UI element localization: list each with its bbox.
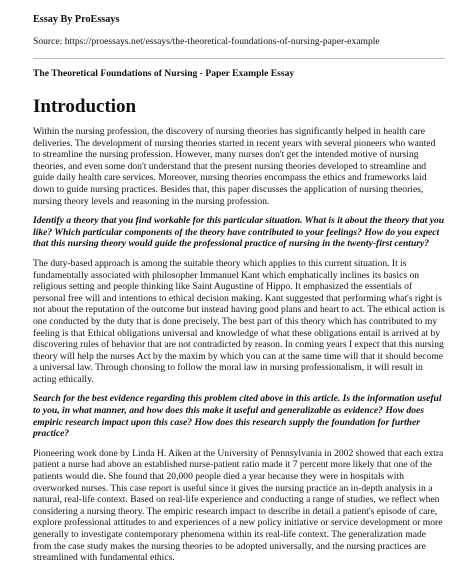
paragraph-3: Pioneering work done by Linda H. Aiken at the University of Pennsylvania in 2002 showed that each extra patient a nurse had above an established nurse-patient ratio made it 7 percent more likely that one of the patients would die. She found that 20,000 people died a year because they were in hospitals with overworked nurses. This case report is useful since it gives the nursing practice an in-depth analysis in a natural, real-life context. Based on real-life experience and conducting a range of studies, we reflect when considering a nursing theory. The empiric research impact to describe in detail a patient's episode of care, explore professional attitudes to and experiences of a new policy initiative or service development or more generally to investigate contemporary phenomena within its real-life context. The generalization made from the case study makes the nursing theories to be adopted universally, and the nursing practices are streamlined with fundamental ethics. (33, 447, 444, 564)
section-heading-introduction: Introduction (33, 96, 137, 117)
question-2: Search for the best evidence regarding this problem cited above in this article. Is the information useful to you, in what manner, and how does this make it useful and generalizable as evidence? How does empiric research impact upon this case? How does this research supply the foundation for further practice? (33, 393, 442, 440)
question-1: Identify a theory that you find workable for this particular situation. What is it about the theory that you like? Which particular components of the theory have contributed to your feelings? How do you expect that this nursing theory would guide the professional practice of nursing in the twenty-first century? (33, 215, 445, 250)
site-name: Essay By ProEssays (33, 14, 120, 25)
header-divider (33, 58, 445, 59)
document-content (33, 14, 445, 564)
paragraph-1: Within the nursing profession, the discovery of nursing theories has significantly helped in health care deliveries. The development of nursing theories started in recent years with several pioneers who wanted to streamline the nursing profession. However, many nurses don't get the intended motive of nursing theories, and even some don't understand that the present nursing theories developed to streamline and guide daily health care services. Moreover, nursing theories encompass the ethics and frameworks laid down to guide nursing practices. Besides that, this paper discusses the application of nursing theories, nursing theory levels and reasoning in the nursing profession. (33, 126, 436, 207)
paragraph-2: The duty-based approach is among the suitable theory which applies to this current situation. It is fundamentally associated with philosopher Immanuel Kant which emphatically inclines its basics on religious setting and people thinking like Saint Augustine of Hippo. It emphasized the essentials of personal free will and intentions to ethical decision making. Kant suggested that performing what's right is not about the reputation of the outcome but instead having good plans and heart to act. The ethical action is one conducted by the duty that is done precisely. The best part of this theory which has contributed to my feeling is that Ethical obligations universal and knowledge of what these obligations entail is arrived at by discovering rules of behavior that are not contradicted by reason. In coming years I expect that this nursing theory will help the nurses Act by the maxim by which you can at the same time will that it should become a universal law. Through choosing to follow the moral law in nursing professionalism, it will result in acting ethically. (33, 257, 445, 385)
source-line: Source: https://proessays.net/essays/the-theoretical-foundations-of-nursing-paper-example (33, 36, 380, 47)
essay-title: The Theoretical Foundations of Nursing - Paper Example Essay (33, 68, 295, 79)
